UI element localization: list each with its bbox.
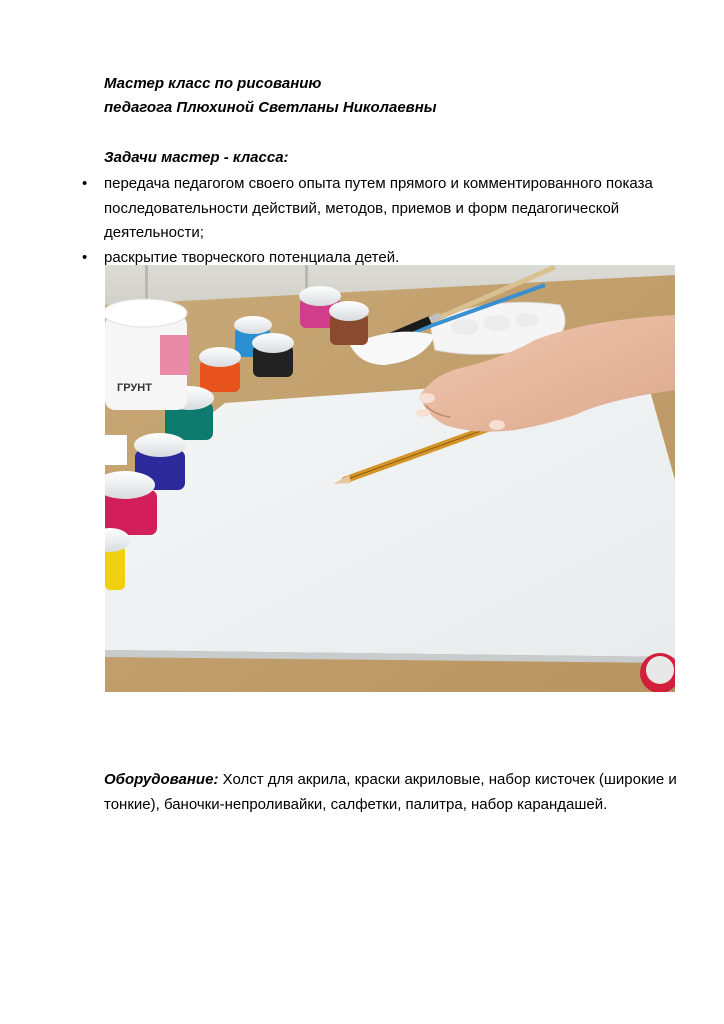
primer-jar	[105, 299, 190, 410]
equipment-text: Холст для акрила, краски акриловые, набор кисточек (широкие и тонкие), баночки-непроливайки, салфетки, палитра, набор карандашей.	[104, 771, 677, 813]
tasks-list	[0, 172, 724, 270]
jar-label: ГРУНТ	[117, 382, 152, 394]
title-line-1: Мастер класс по рисованию	[104, 75, 322, 92]
tasks-heading: Задачи мастер - класса:	[104, 149, 289, 166]
bullet-icon: •	[82, 248, 88, 266]
equipment-label: Оборудование:	[104, 771, 219, 788]
painting-photo	[105, 265, 675, 692]
title-line-2: педагога Плюхиной Светланы Николаевны	[104, 99, 437, 116]
task-text: передача педагогом своего опыта путем прямого и комментированного показа последовательности действий, методов, приемов и форм педагогической деятельности;	[104, 175, 653, 241]
list-item	[0, 172, 724, 246]
task-text: раскрытие творческого потенциала детей.	[104, 248, 400, 266]
equipment-paragraph	[104, 767, 684, 817]
bullet-icon: •	[82, 175, 88, 192]
